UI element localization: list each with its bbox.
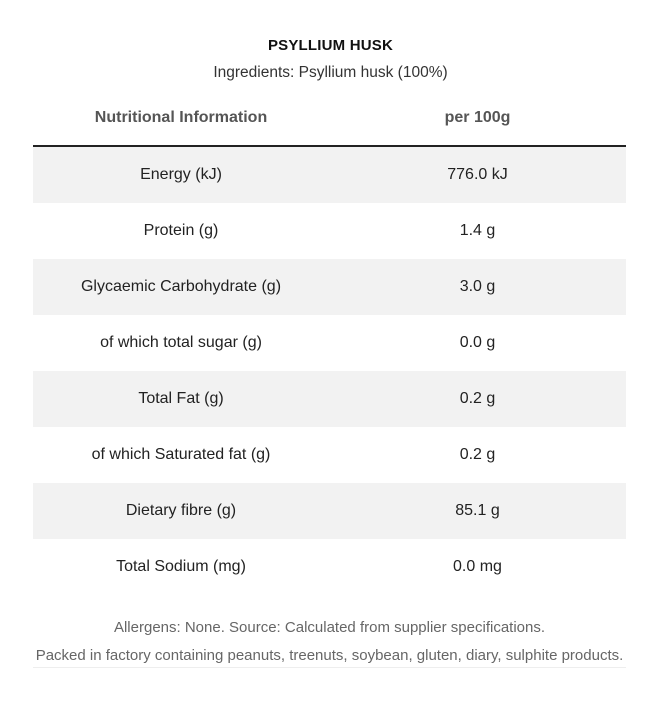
footer-divider bbox=[33, 667, 626, 668]
packed-note: Packed in factory containing peanuts, treenuts, soybean, gluten, diary, sulphite products. bbox=[35, 647, 624, 664]
nutrition-table bbox=[33, 90, 626, 595]
row-value: 3.0 g bbox=[459, 278, 496, 295]
row-label: Total Fat (g) bbox=[138, 390, 224, 407]
row-value: 1.4 g bbox=[459, 222, 496, 239]
row-value: 0.0 mg bbox=[453, 558, 502, 575]
footer-notes bbox=[33, 614, 626, 670]
product-title: PSYLLIUM HUSK bbox=[267, 37, 394, 54]
allergens-note: Allergens: None. Source: Calculated from supplier specifications. bbox=[113, 619, 546, 636]
row-label: Glycaemic Carbohydrate (g) bbox=[80, 278, 282, 295]
ingredients-text: Ingredients: Psyllium husk (100%) bbox=[213, 64, 448, 81]
row-label: Energy (kJ) bbox=[140, 166, 222, 183]
table-row bbox=[33, 315, 626, 371]
table-row bbox=[33, 539, 626, 595]
table-row bbox=[33, 203, 626, 259]
row-label: of which Saturated fat (g) bbox=[91, 446, 271, 463]
row-value: 0.2 g bbox=[459, 390, 496, 407]
table-header bbox=[33, 90, 626, 147]
row-value: 776.0 kJ bbox=[447, 166, 508, 183]
row-label: Total Sodium (mg) bbox=[116, 558, 246, 575]
table-row bbox=[33, 427, 626, 483]
row-label: Dietary fibre (g) bbox=[125, 502, 237, 519]
header-nutritional-information: Nutritional Information bbox=[94, 108, 268, 126]
table-row bbox=[33, 371, 626, 427]
row-label: Protein (g) bbox=[143, 222, 219, 239]
row-value: 0.0 g bbox=[459, 334, 496, 351]
row-value: 85.1 g bbox=[455, 502, 500, 519]
row-value: 0.2 g bbox=[459, 446, 496, 463]
table-row bbox=[33, 147, 626, 203]
row-label: of which total sugar (g) bbox=[100, 334, 262, 351]
table-row bbox=[33, 483, 626, 539]
header-per-100g: per 100g bbox=[444, 108, 511, 126]
table-row bbox=[33, 259, 626, 315]
